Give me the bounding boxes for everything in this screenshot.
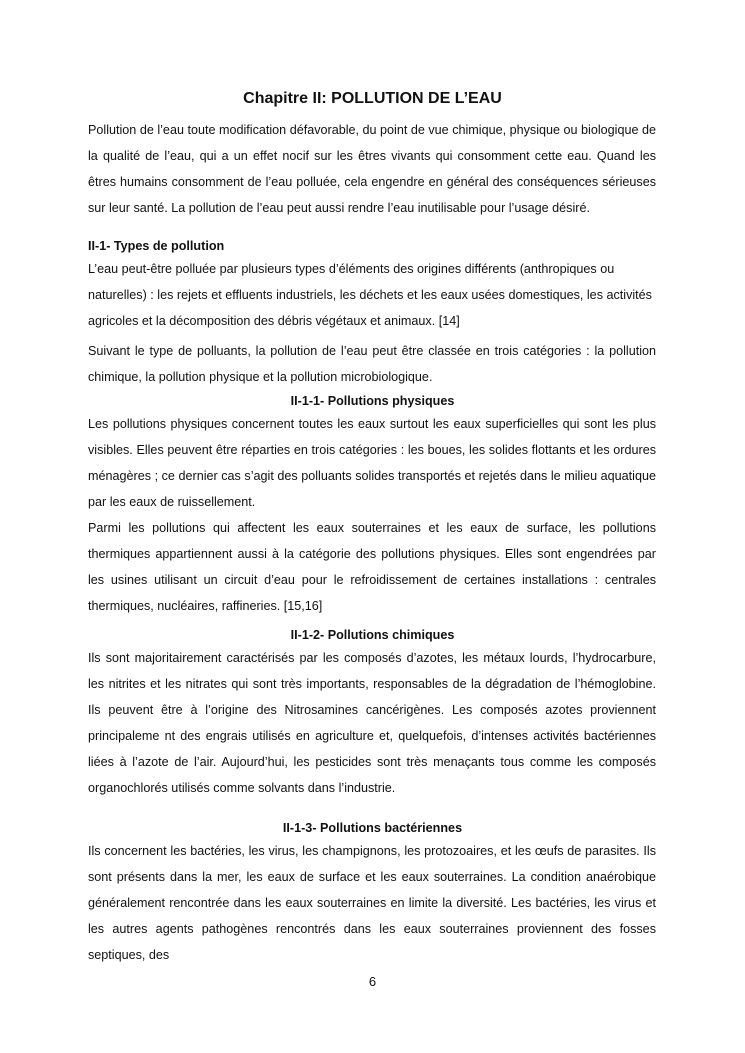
section-heading-pollutions-bacteriennes: II-1-3- Pollutions bactériennes (282, 821, 463, 835)
chapter-title: Chapitre II: POLLUTION DE L’EAU (243, 90, 502, 107)
types-paragraph-1: L’eau peut-être polluée par plusieurs types d’éléments des origines différents (anthropiques ou naturelles) : les rejets et effluents industriels, les déchets et les eaux usées domestiques, les activités agricoles et la décomposition des débris végétaux et animaux. [14] (88, 262, 652, 328)
bacteriennes-paragraph-1: Ils concernent les bactéries, les virus, les champignons, les protozoaires, et les œufs de parasites. Ils sont présents dans la mer, les eaux de surface et les eaux souterraines. La condition anaérobique généralement rencontrée dans les eaux souterraines en limite la diversité. Les bactéries, les virus et les autres agents pathogènes rencontrés dans les eaux souterraines proviennent des fosses septiques, des (88, 844, 656, 962)
intro-paragraph: Pollution de l’eau toute modification défavorable, du point de vue chimique, physique ou biologique de la qualité de l’eau, qui a un effet nocif sur les êtres vivants qui consomment cette eau. Quand les êtres humains consomment de l’eau polluée, cela engendre en général des conséquences sérieuses sur leur santé. La pollution de l’eau peut aussi rendre l’eau inutilisable pour l’usage désiré. (88, 123, 656, 215)
types-paragraph-2: Suivant le type de polluants, la pollution de l’eau peut être classée en trois catégories : la pollution chimique, la pollution physique et la pollution microbiologique. (88, 344, 656, 384)
page-number: 6 (368, 974, 377, 989)
physiques-paragraph-2: Parmi les pollutions qui affectent les eaux souterraines et les eaux de surface, les pollutions thermiques appartiennent aussi à la catégorie des pollutions physiques. Elles sont engendrées par les usines utilisant un circuit d’eau pour le refroidissement de certaines installations : centrales thermiques, nucléaires, raffineries. [15,16] (88, 521, 656, 613)
chimiques-paragraph-1: Ils sont majoritairement caractérisés par les composés d’azotes, les métaux lourds, l’hydrocarbure, les nitrites et les nitrates qui sont très importants, responsables de la dégradation de l’hémoglobine. Ils peuvent être à l’origine des Nitrosamines cancérigènes. Les composés azotes proviennent principaleme nt des engrais utilisés en agriculture et, quelquefois, d’intenses activités bactériennes liées à l’azote de l’air. Aujourd’hui, les pesticides sont très menaçants tous comme les composés organochlorés utilisés comme solvants dans l’industrie. (88, 651, 656, 795)
section-heading-pollutions-physiques: II-1-1- Pollutions physiques (290, 394, 455, 408)
section-heading-types-de-pollution: II-1- Types de pollution (88, 239, 225, 253)
section-heading-pollutions-chimiques: II-1-2- Pollutions chimiques (290, 628, 455, 642)
physiques-paragraph-1: Les pollutions physiques concernent toutes les eaux surtout les eaux superficielles qui sont les plus visibles. Elles peuvent être réparties en trois catégories : les boues, les solides flottants et les ordures ménagères ; ce dernier cas s’agit des polluants solides transportés et rejetés dans le milieu aquatique par les eaux de ruissellement. (88, 417, 656, 509)
